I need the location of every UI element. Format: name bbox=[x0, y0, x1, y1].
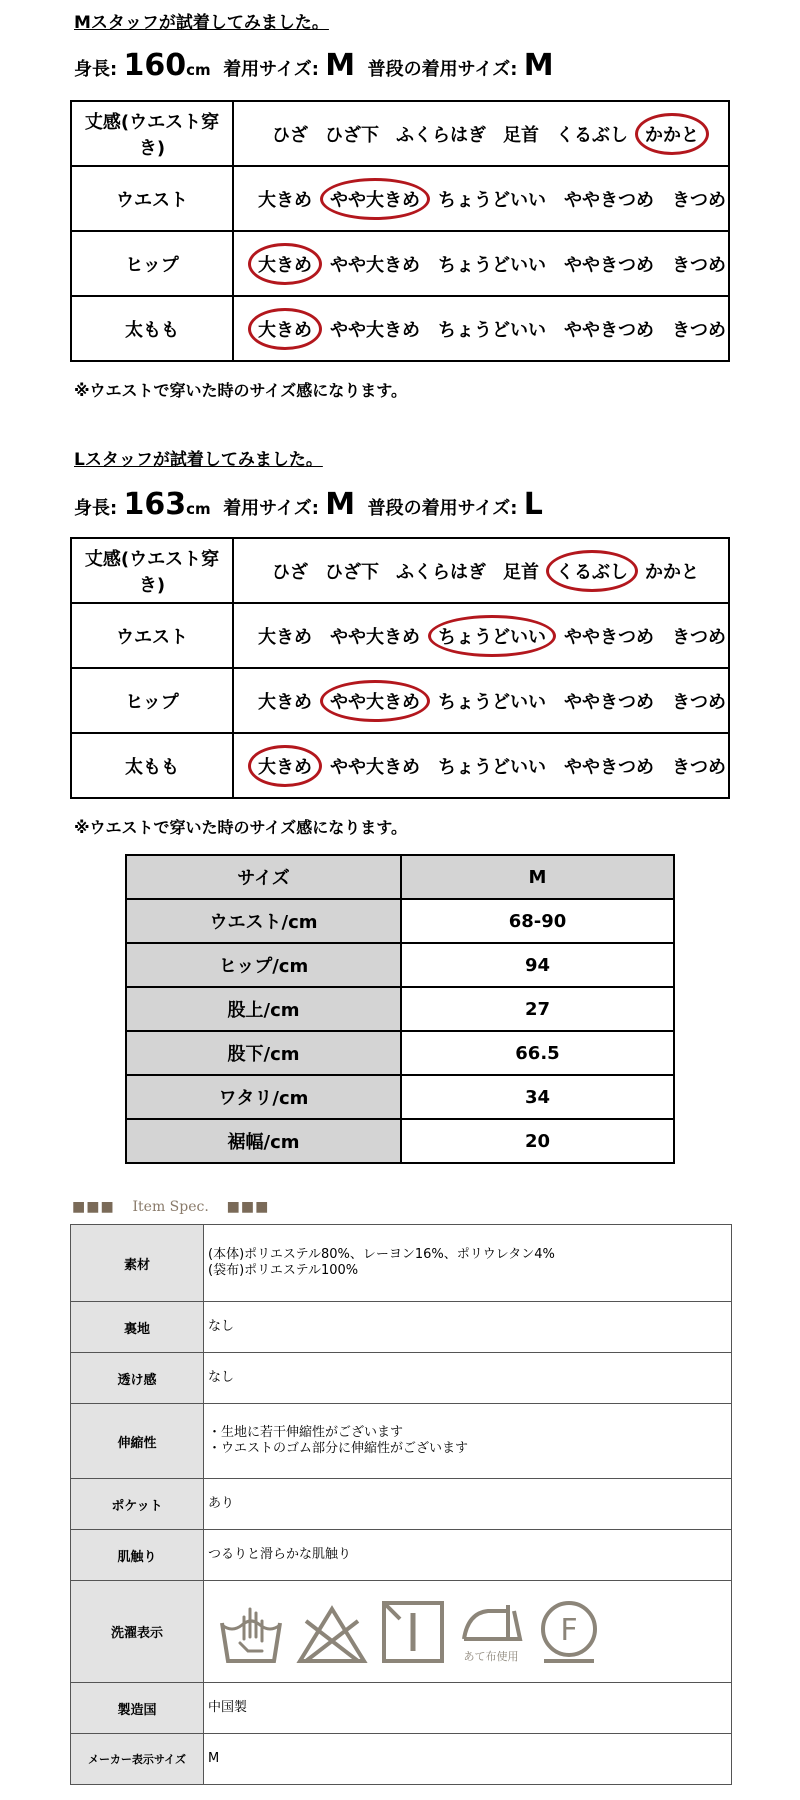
fit-row bbox=[71, 733, 729, 798]
fit-option: ちょうどいい bbox=[438, 319, 546, 341]
fit-option: 大きめ bbox=[258, 626, 312, 648]
height-value: 160 bbox=[123, 48, 187, 83]
fit-options-cell bbox=[233, 166, 729, 231]
spec-value bbox=[204, 1225, 732, 1302]
table-row bbox=[126, 899, 674, 943]
table-row bbox=[71, 1302, 732, 1353]
spec-value-line: あり bbox=[208, 1496, 235, 1511]
fit-options-cell bbox=[233, 668, 729, 733]
fit-option: 大きめ bbox=[258, 189, 312, 211]
table-row bbox=[71, 1530, 732, 1581]
hand-wash-icon bbox=[218, 1603, 284, 1665]
spec-key: 洗濯表示 bbox=[71, 1581, 204, 1683]
fit-option: 足首 bbox=[503, 124, 539, 146]
fit-option: ふくらはぎ bbox=[396, 561, 486, 583]
wear-size-label: 着用サイズ: bbox=[223, 498, 319, 519]
fit-option: くるぶし bbox=[556, 124, 628, 146]
table-row bbox=[126, 1031, 674, 1075]
usual-size: L bbox=[523, 487, 543, 522]
spec-value bbox=[204, 1734, 732, 1785]
usual-size-label: 普段の着用サイズ: bbox=[367, 59, 518, 80]
fit-row-label: 太もも bbox=[71, 296, 233, 361]
dry-clean-f-icon bbox=[536, 1599, 602, 1665]
fit-option: 大きめ bbox=[258, 691, 312, 713]
measure-label: 裾幅/cm bbox=[126, 1119, 401, 1163]
height-value: 163 bbox=[123, 487, 187, 522]
height-label: 身長: bbox=[74, 498, 118, 519]
usual-size: M bbox=[523, 48, 554, 83]
fit-row-label: 丈感(ウエスト穿き) bbox=[71, 538, 233, 603]
fit-option-selected: やや大きめ bbox=[328, 684, 422, 718]
staff-l-fit-table bbox=[70, 537, 730, 799]
table-row bbox=[126, 1119, 674, 1163]
table-row bbox=[71, 1581, 732, 1683]
item-spec-heading bbox=[72, 1199, 269, 1215]
measure-label: ウエスト/cm bbox=[126, 899, 401, 943]
spec-value bbox=[204, 1353, 732, 1404]
spec-value bbox=[204, 1581, 732, 1683]
table-row bbox=[126, 943, 674, 987]
fit-option: ややきつめ bbox=[564, 756, 654, 778]
spec-value-line: 中国製 bbox=[208, 1700, 248, 1715]
iron-low-with-cloth-icon bbox=[458, 1599, 524, 1665]
fit-option: やや大きめ bbox=[330, 254, 420, 276]
table-row bbox=[71, 1479, 732, 1530]
fit-row-label: 太もも bbox=[71, 733, 233, 798]
care-icons bbox=[208, 1599, 727, 1665]
table-row bbox=[126, 1075, 674, 1119]
fit-option: やや大きめ bbox=[330, 626, 420, 648]
fit-row bbox=[71, 166, 729, 231]
fit-option: ちょうどいい bbox=[438, 189, 546, 211]
fit-options-cell bbox=[233, 231, 729, 296]
fit-option: 足首 bbox=[503, 561, 539, 583]
spec-key: ポケット bbox=[71, 1479, 204, 1530]
height-label: 身長: bbox=[74, 59, 118, 80]
fit-option: きつめ bbox=[672, 756, 726, 778]
size-table bbox=[125, 854, 675, 1164]
table-row bbox=[71, 1353, 732, 1404]
spec-key: 裏地 bbox=[71, 1302, 204, 1353]
table-row bbox=[71, 1734, 732, 1785]
fit-options-cell bbox=[233, 101, 729, 166]
fit-option: やや大きめ bbox=[330, 319, 420, 341]
fit-option: ひざ bbox=[272, 124, 308, 146]
fit-option: やや大きめ bbox=[330, 756, 420, 778]
measure-value: 27 bbox=[401, 987, 674, 1031]
fit-option: きつめ bbox=[672, 319, 726, 341]
size-header-value: M bbox=[401, 855, 674, 899]
spec-key: 素材 bbox=[71, 1225, 204, 1302]
fit-row-label: ウエスト bbox=[71, 166, 233, 231]
fit-options-cell bbox=[233, 733, 729, 798]
item-spec-table bbox=[70, 1224, 732, 1785]
staff-m-spec-line bbox=[74, 48, 554, 83]
staff-m-note: ※ウエストで穿いた時のサイズ感になります。 bbox=[74, 381, 407, 400]
drip-dry-shade-icon bbox=[380, 1599, 446, 1665]
measure-value: 34 bbox=[401, 1075, 674, 1119]
measure-label: ワタリ/cm bbox=[126, 1075, 401, 1119]
spec-value-line: つるりと滑らかな肌触り bbox=[208, 1547, 352, 1562]
fit-option: ややきつめ bbox=[564, 319, 654, 341]
wear-size: M bbox=[325, 48, 356, 83]
fit-option: ひざ bbox=[272, 561, 308, 583]
measure-label: 股上/cm bbox=[126, 987, 401, 1031]
spec-value bbox=[204, 1683, 732, 1734]
fit-option: ふくらはぎ bbox=[396, 124, 486, 146]
size-table-header bbox=[126, 855, 674, 899]
no-bleach-icon bbox=[296, 1603, 368, 1665]
spec-key: 透け感 bbox=[71, 1353, 204, 1404]
table-row bbox=[126, 987, 674, 1031]
fit-row bbox=[71, 668, 729, 733]
iron-caption: あて布使用 bbox=[463, 1649, 519, 1663]
spec-value bbox=[204, 1302, 732, 1353]
fit-option: ひざ下 bbox=[325, 561, 379, 583]
fit-option: ちょうどいい bbox=[438, 756, 546, 778]
fit-option: ややきつめ bbox=[564, 691, 654, 713]
wear-size-label: 着用サイズ: bbox=[223, 59, 319, 80]
fit-options-cell bbox=[233, 538, 729, 603]
fit-row bbox=[71, 101, 729, 166]
spec-value-line: なし bbox=[208, 1370, 235, 1385]
fit-row-label: ヒップ bbox=[71, 668, 233, 733]
fit-row-label: ウエスト bbox=[71, 603, 233, 668]
fit-row bbox=[71, 296, 729, 361]
fit-option: ひざ下 bbox=[325, 124, 379, 146]
spec-key: 製造国 bbox=[71, 1683, 204, 1734]
spec-value-line: (本体)ポリエステル80%、レーヨン16%、ポリウレタン4% bbox=[208, 1247, 555, 1262]
staff-l-spec-line bbox=[74, 487, 543, 522]
table-row bbox=[71, 1404, 732, 1479]
measure-value: 68-90 bbox=[401, 899, 674, 943]
spec-value-line: ・生地に若干伸縮性がございます bbox=[208, 1425, 404, 1440]
staff-m-title: Mスタッフが試着してみました。 bbox=[74, 13, 329, 33]
fit-option: きつめ bbox=[672, 691, 726, 713]
staff-l-note: ※ウエストで穿いた時のサイズ感になります。 bbox=[74, 818, 407, 837]
spec-value-line: (袋布)ポリエステル100% bbox=[208, 1263, 359, 1278]
fit-options-cell bbox=[233, 296, 729, 361]
fit-row-label: ヒップ bbox=[71, 231, 233, 296]
spec-key: メーカー表示サイズ bbox=[71, 1734, 204, 1785]
height-unit: cm bbox=[186, 61, 211, 79]
fit-option: ちょうどいい bbox=[438, 691, 546, 713]
spec-value-line: M bbox=[208, 1751, 220, 1766]
fit-row bbox=[71, 538, 729, 603]
fit-option-selected: くるぶし bbox=[554, 554, 630, 588]
measure-label: 股下/cm bbox=[126, 1031, 401, 1075]
decor-squares-icon: ■■■ bbox=[72, 1199, 115, 1215]
fit-option-selected: やや大きめ bbox=[328, 182, 422, 216]
fit-option-selected: 大きめ bbox=[256, 247, 314, 281]
fit-option: ややきつめ bbox=[564, 626, 654, 648]
spec-value bbox=[204, 1530, 732, 1581]
fit-option: きつめ bbox=[672, 254, 726, 276]
decor-squares-icon: ■■■ bbox=[226, 1199, 270, 1215]
fit-option-selected: かかと bbox=[643, 117, 701, 151]
dry-clean-letter: F bbox=[560, 1612, 578, 1648]
fit-row bbox=[71, 231, 729, 296]
spec-value-line: なし bbox=[208, 1319, 235, 1334]
item-spec-title: Item Spec. bbox=[132, 1199, 209, 1215]
size-header-label: サイズ bbox=[126, 855, 401, 899]
fit-row-label: 丈感(ウエスト穿き) bbox=[71, 101, 233, 166]
measure-label: ヒップ/cm bbox=[126, 943, 401, 987]
staff-m-fit-table bbox=[70, 100, 730, 362]
fit-option: きつめ bbox=[672, 626, 726, 648]
spec-value bbox=[204, 1479, 732, 1530]
fit-option-selected: 大きめ bbox=[256, 312, 314, 346]
spec-key: 肌触り bbox=[71, 1530, 204, 1581]
fit-option: ややきつめ bbox=[564, 254, 654, 276]
wear-size: M bbox=[325, 487, 356, 522]
fit-option-selected: 大きめ bbox=[256, 749, 314, 783]
table-row bbox=[71, 1683, 732, 1734]
height-unit: cm bbox=[186, 500, 211, 518]
spec-value bbox=[204, 1404, 732, 1479]
spec-value-line: ・ウエストのゴム部分に伸縮性がございます bbox=[208, 1441, 469, 1456]
fit-option: きつめ bbox=[672, 189, 726, 211]
measure-value: 20 bbox=[401, 1119, 674, 1163]
fit-options-cell bbox=[233, 603, 729, 668]
spec-key: 伸縮性 bbox=[71, 1404, 204, 1479]
fit-option: ややきつめ bbox=[564, 189, 654, 211]
fit-option-selected: ちょうどいい bbox=[436, 619, 548, 653]
measure-value: 94 bbox=[401, 943, 674, 987]
fit-row bbox=[71, 603, 729, 668]
staff-l-title: Lスタッフが試着してみました。 bbox=[74, 450, 323, 470]
measure-value: 66.5 bbox=[401, 1031, 674, 1075]
table-row bbox=[71, 1225, 732, 1302]
fit-option: かかと bbox=[645, 561, 699, 583]
fit-option: ちょうどいい bbox=[438, 254, 546, 276]
usual-size-label: 普段の着用サイズ: bbox=[367, 498, 518, 519]
